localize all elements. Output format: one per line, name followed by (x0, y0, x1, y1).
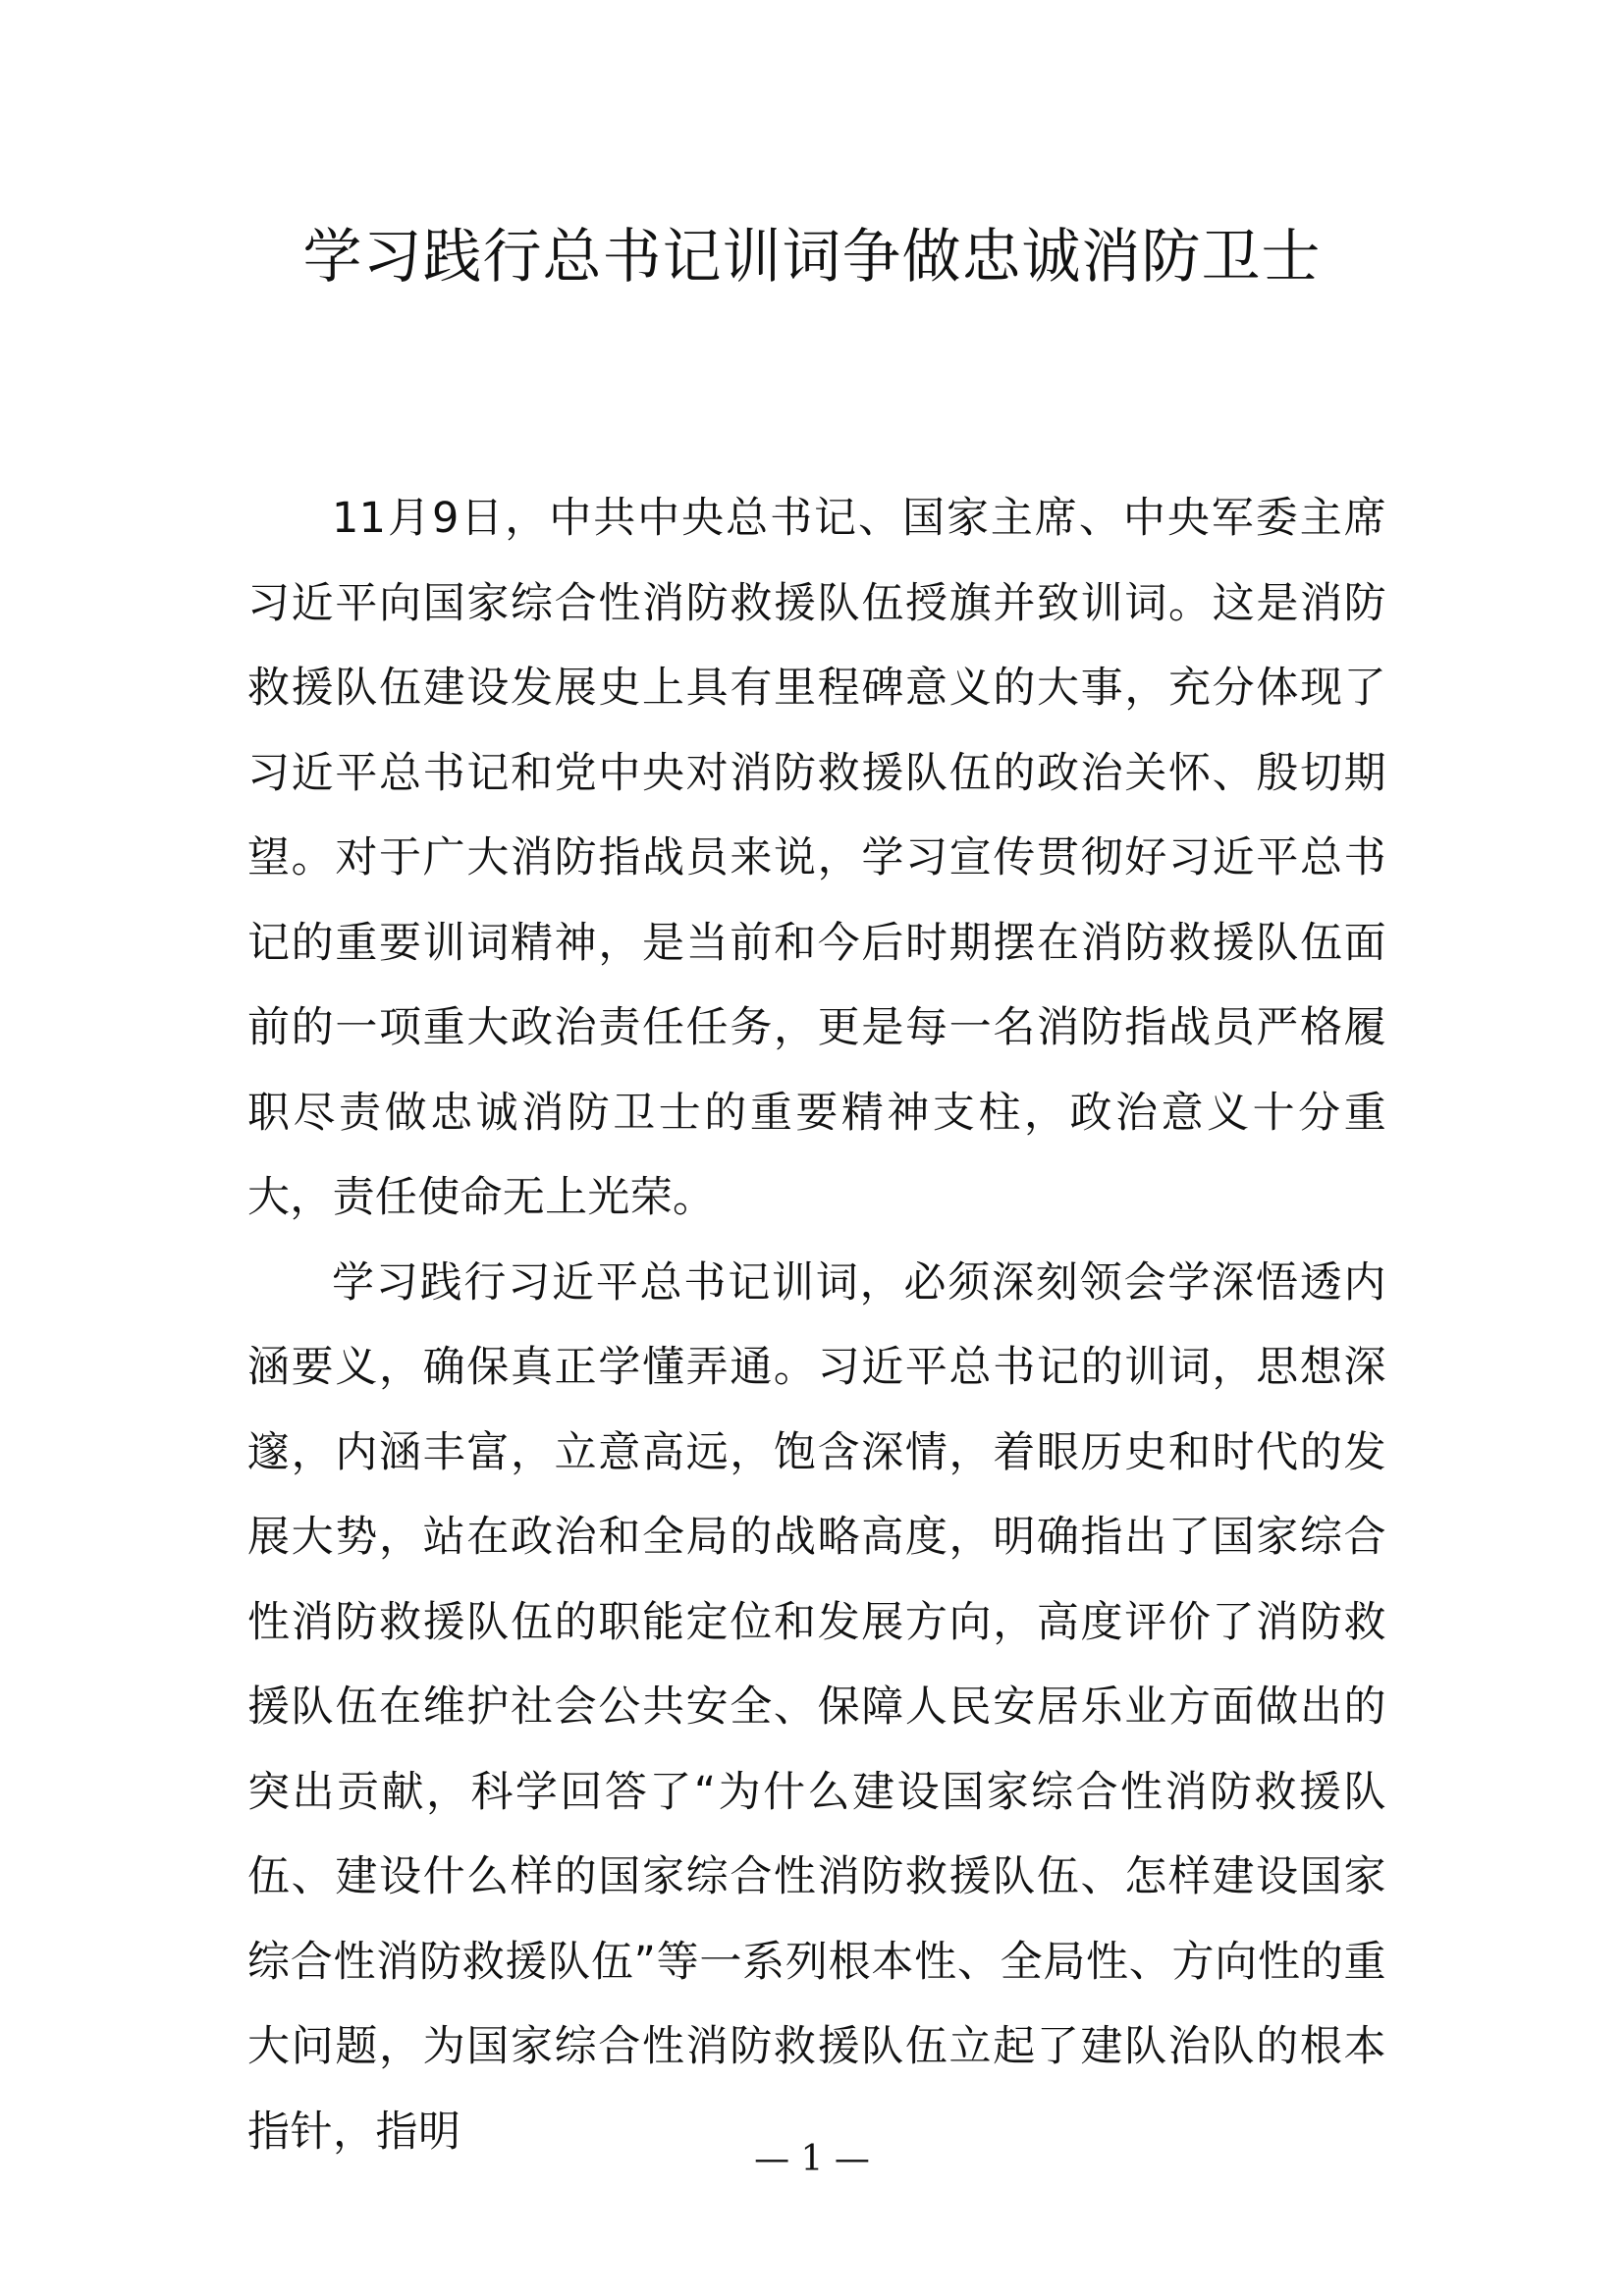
paragraph-2: 学习践行习近平总书记训词，必须深刻领会学深悟透内涵要义，确保真正学懂弄通。习近平总书记的训词，思想深邃，内涵丰富，立意高远，饱含深情，着眼历史和时代的发展大势，站在政治和全局的战略高度，明确指出了国家综合性消防救援队伍的职能定位和发展方向，高度评价了消防救援队伍在维护社会公共安全、保障人民安居乐业方面做出的突出贡献，科学回答了“为什么建设国家综合性消防救援队伍、建设什么样的国家综合性消防救援队伍、怎样建设国家综合性消防救援队伍”等一系列根本性、全局性、方向性的重大问题，为国家综合性消防救援队伍立起了建队治队的根本指针，指明 (247, 1257, 1386, 2157)
document-body (247, 476, 1386, 2174)
page-number: — 1 — (754, 2139, 870, 2179)
document-title: 学习践行总书记训词争做忠诚消防卫士 (302, 223, 1322, 292)
paragraph-1: 11月9日，中共中央总书记、国家主席、中央军委主席习近平向国家综合性消防救援队伍授旗并致训词。这是消防救援队伍建设发展史上具有里程碑意义的大事，充分体现了习近平总书记和党中央对消防救援队伍的政治关怀、殷切期望。对于广大消防指战员来说，学习宣传贯彻好习近平总书记的重要训词精神，是当前和今后时期摆在消防救援队伍面前的一项重大政治责任任务，更是每一名消防指战员严格履职尽责做忠诚消防卫士的重要精神支柱，政治意义十分重大，责任使命无上光荣。 (247, 494, 1386, 1222)
